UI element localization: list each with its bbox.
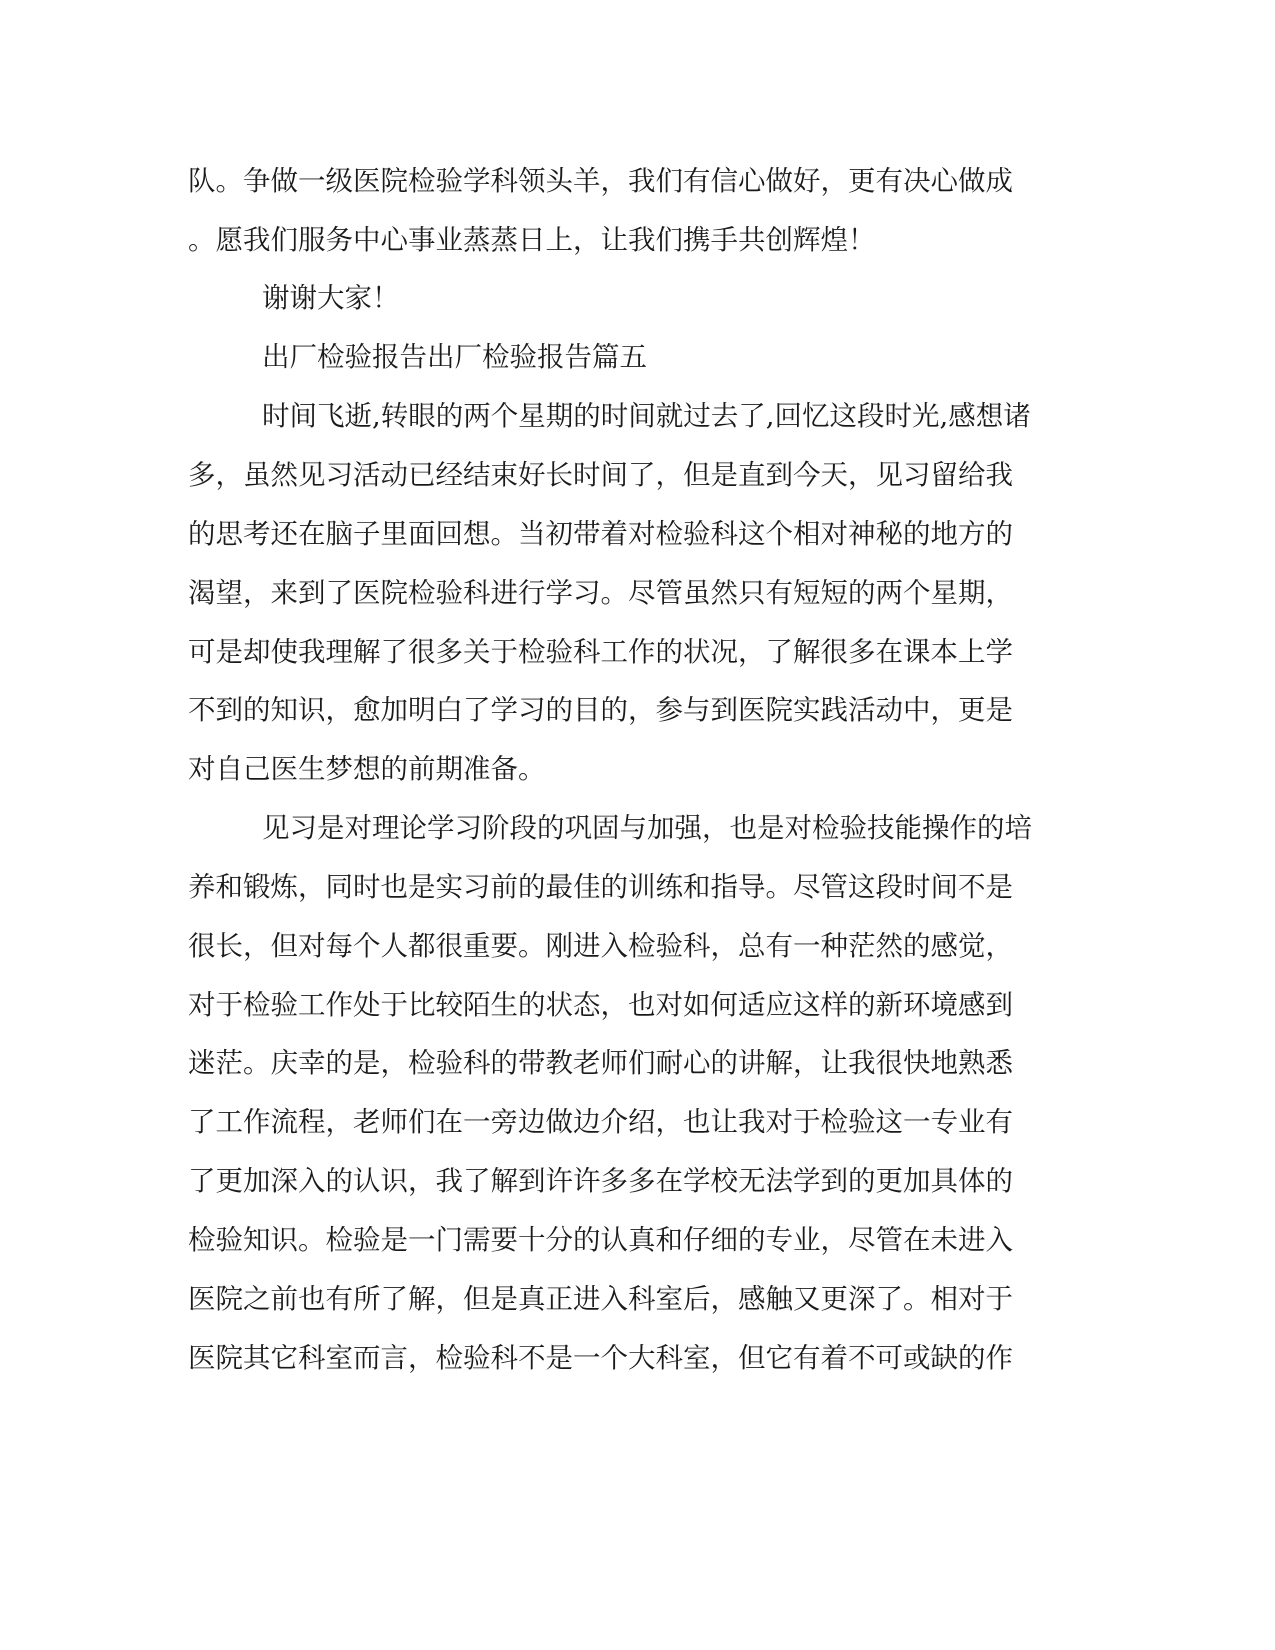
text-line: 渴望，来到了医院检验科进行学习。尽管虽然只有短短的两个星期， [188,577,1013,609]
text-line: 不到的知识，愈加明白了学习的目的，参与到医院实践活动中，更是 [188,694,1013,726]
text-line: 对自己医生梦想的前期准备。 [188,753,546,785]
paragraph-start: 见习是对理论学习阶段的巩固与加强，也是对检验技能操作的培 [262,812,1032,844]
text-line: 对于检验工作处于比较陌生的状态，也对如何适应这样的新环境感到 [188,989,1013,1021]
text-line: 很长，但对每个人都很重要。刚进入检验科，总有一种茫然的感觉， [188,930,1013,962]
text-line: 可是却使我理解了很多关于检验科工作的状况，了解很多在课本上学 [188,636,1013,668]
section-heading: 出厂检验报告出厂检验报告篇五 [262,341,647,373]
text-line: 养和锻炼，同时也是实习前的最佳的训练和指导。尽管这段时间不是 [188,871,1013,903]
text-line: 医院其它科室而言，检验科不是一个大科室，但它有着不可或缺的作 [188,1342,1013,1374]
closing-thanks: 谢谢大家！ [262,282,400,314]
text-line: 了工作流程，老师们在一旁边做边介绍，也让我对于检验这一专业有 [188,1106,1013,1138]
text-line: 医院之前也有所了解，但是真正进入科室后，感触又更深了。相对于 [188,1283,1013,1315]
text-line: 了更加深入的认识，我了解到许许多多在学校无法学到的更加具体的 [188,1165,1013,1197]
text-line: 。愿我们服务中心事业蒸蒸日上，让我们携手共创辉煌！ [188,224,876,256]
text-line: 迷茫。庆幸的是，检验科的带教老师们耐心的讲解，让我很快地熟悉 [188,1047,1013,1079]
text-line: 的思考还在脑子里面回想。当初带着对检验科这个相对神秘的地方的 [188,518,1013,550]
text-line: 检验知识。检验是一门需要十分的认真和仔细的专业，尽管在未进入 [188,1224,1013,1256]
text-line: 多，虽然见习活动已经结束好长时间了，但是直到今天，见习留给我 [188,459,1013,491]
text-line: 队。争做一级医院检验学科领头羊，我们有信心做好，更有决心做成 [188,165,1013,197]
paragraph-start: 时间飞逝,转眼的两个星期的时间就过去了,回忆这段时光,感想诸 [262,400,1031,432]
